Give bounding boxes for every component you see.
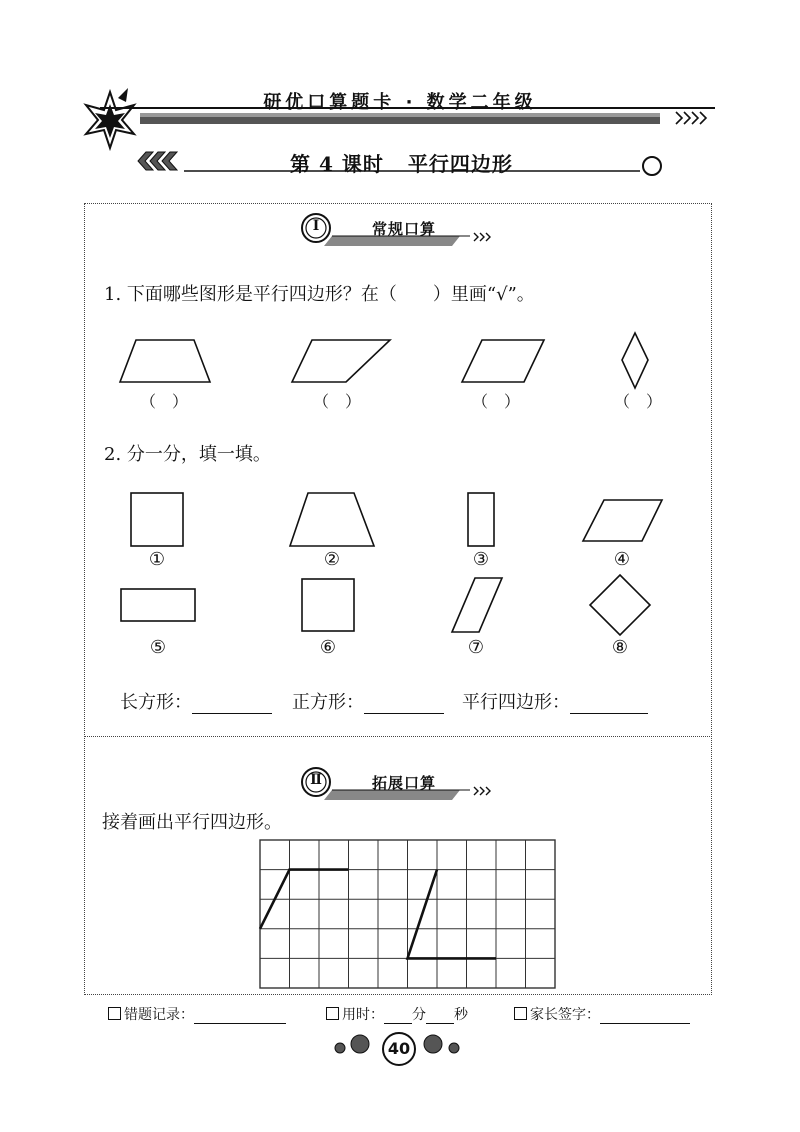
q1-answer-paren-4[interactable]: （ ）: [613, 392, 662, 411]
section2-title: 拓展口算: [372, 774, 437, 792]
shape-number-5: ⑤: [149, 637, 167, 658]
error-record-label: 错题记录：: [124, 1007, 194, 1023]
category-parallelogram: [462, 688, 648, 714]
minutes-unit: 分: [412, 1007, 426, 1023]
star-emblem-icon: [86, 88, 134, 148]
category-square-label: 正方形：: [292, 692, 364, 713]
time-used-label: 用时：: [342, 1007, 384, 1023]
section1-badge: Ⅰ: [312, 218, 320, 234]
lesson-heading: [290, 148, 513, 177]
shape-number-2: ②: [323, 549, 341, 570]
category-parallelogram-answer[interactable]: [570, 693, 648, 714]
parent-signature: [514, 1004, 690, 1024]
header-arrows-icon: [676, 112, 706, 124]
lesson-title: 平行四边形: [407, 152, 513, 176]
category-rectangle-label: 长方形：: [120, 692, 192, 713]
category-square-answer[interactable]: [364, 693, 444, 714]
q1-text: 1. 下面哪些图形是平行四边形？在（ ）里画“√”。: [104, 284, 535, 305]
lesson-arrows-icon: [138, 152, 177, 170]
seconds-unit: 秒: [454, 1007, 468, 1023]
page-number: 40: [382, 1032, 416, 1066]
lesson-circle-icon: [643, 157, 661, 175]
section2-instruction: 接着画出平行四边形。: [102, 812, 282, 833]
shape-number-1: ①: [148, 549, 166, 570]
q2-text: 2. 分一分，填一填。: [104, 444, 271, 465]
shape-number-8: ⑧: [611, 637, 629, 658]
exercise-frame: [84, 203, 712, 995]
shape-number-4: ④: [613, 549, 631, 570]
time-used-checkbox[interactable]: [326, 1007, 339, 1020]
error-record-field[interactable]: [194, 1009, 286, 1024]
time-used: [326, 1004, 468, 1024]
category-square: [292, 688, 444, 714]
book-title: 研优口算题卡 · 数学二年级: [263, 92, 537, 113]
parent-signature-checkbox[interactable]: [514, 1007, 527, 1020]
q1-answer-paren-2[interactable]: （ ）: [312, 392, 361, 411]
category-rectangle: [120, 688, 272, 714]
q1-answer-paren-3[interactable]: （ ）: [471, 392, 520, 411]
shape-number-3: ③: [472, 549, 490, 570]
error-record: [108, 1004, 286, 1024]
q1-answer-paren-1[interactable]: （ ）: [139, 392, 188, 411]
seconds-field[interactable]: [426, 1009, 454, 1024]
category-parallelogram-label: 平行四边形：: [462, 692, 570, 713]
section-divider: [84, 736, 712, 737]
lesson-number: 第 4 课时: [290, 152, 384, 176]
minutes-field[interactable]: [384, 1009, 412, 1024]
parent-signature-field[interactable]: [600, 1009, 690, 1024]
category-rectangle-answer[interactable]: [192, 693, 272, 714]
shape-number-6: ⑥: [319, 637, 337, 658]
error-record-checkbox[interactable]: [108, 1007, 121, 1020]
section1-title: 常规口算: [372, 220, 437, 238]
shape-number-7: ⑦: [467, 637, 485, 658]
parent-signature-label: 家长签字：: [530, 1007, 600, 1023]
section2-badge: Ⅱ: [310, 772, 322, 788]
